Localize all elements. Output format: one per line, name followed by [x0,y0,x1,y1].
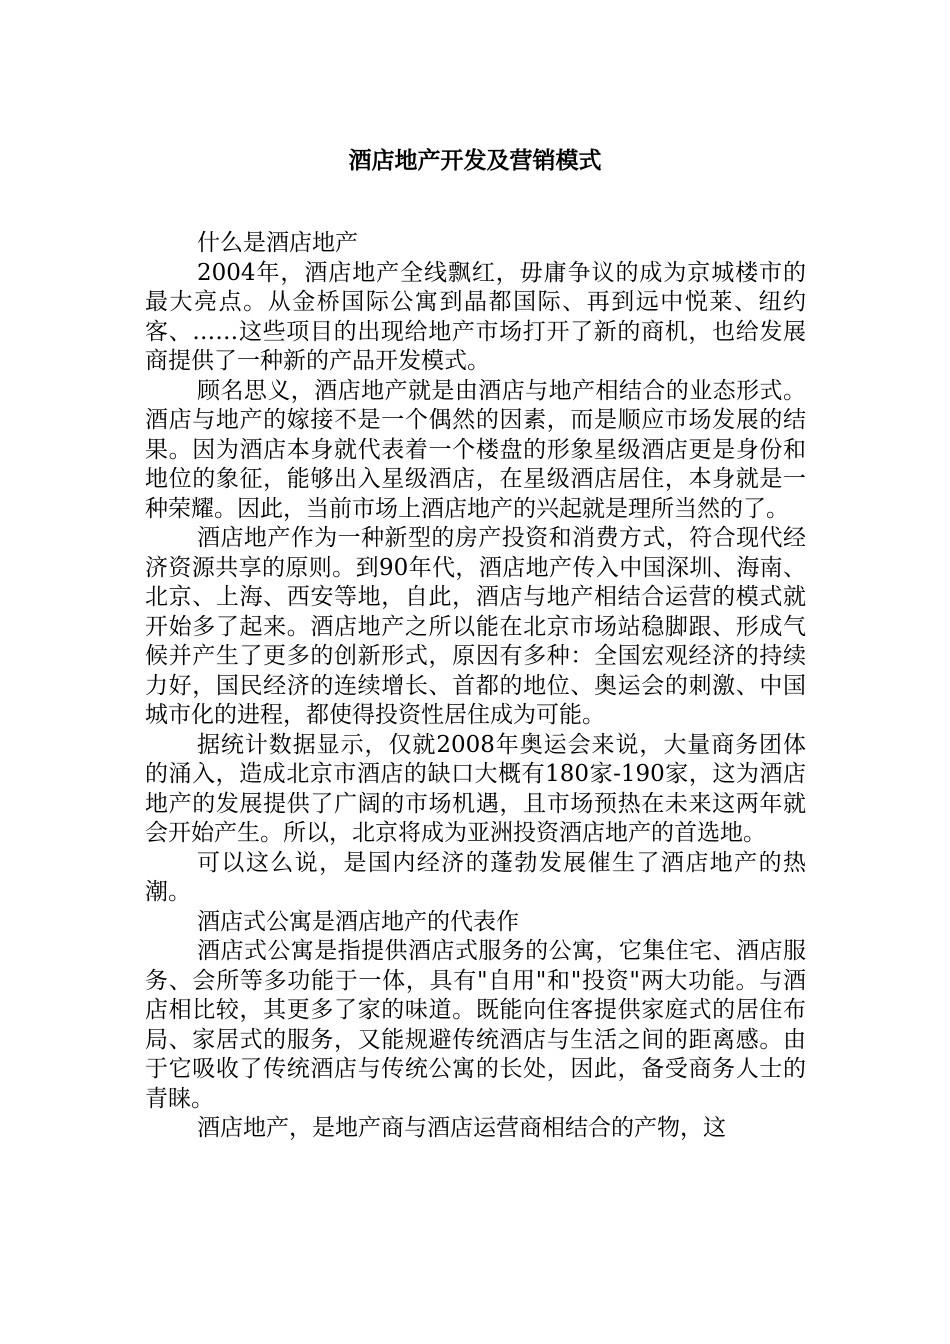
paragraph: 酒店地产，是地产商与酒店运营商相结合的产物，这 [197,1115,726,1141]
paragraph: 酒店式公寓是指提供酒店式服务的公寓，它集住宅、酒店服务、会所等多功能于一体，具有"自用"和"投资"两大功能。与酒店相比较，其更多了家的味道。既能向住客提供家庭式的居住布局、家居式的服务，又能规避传统酒店与生活之间的距离感。由于它吸收了传统酒店与传统公寓的长处，因此，备受商务人士的青睐。 [145,938,806,1112]
paragraph: 据统计数据显示，仅就2008年奥运会来说，大量商务团体的涌入，造成北京市酒店的缺口大概有180家-190家，这为酒店地产的发展提供了广阔的市场机遇，且市场预热在未来这两年就会开始产生。所以，北京将成为亚洲投资酒店地产的首选地。 [145,731,806,846]
section-heading: 什么是酒店地产 [197,230,358,256]
paragraph: 2004年，酒店地产全线飘红，毋庸争议的成为京城楼市的最大亮点。从金桥国际公寓到晶都国际、再到远中悦莱、纽约客、……这些项目的出现给地产市场打开了新的商机，也给发展商提供了一种新的产品开发模式。 [145,259,806,374]
paragraph: 酒店地产作为一种新型的房产投资和消费方式，符合现代经济资源共享的原则。到90年代，酒店地产传入中国深圳、海南、北京、上海、西安等地，自此，酒店与地产相结合运营的模式就开始多了起来。酒店地产之所以能在北京市场站稳脚跟、形成气候并产生了更多的创新形式，原因有多种：全国宏观经济的持续力好，国民经济的连续增长、首都的地位、奥运会的刺激、中国城市化的进程，都使得投资性居住成为可能。 [145,525,806,728]
document-title: 酒店地产开发及营销模式 [348,147,602,174]
paragraph: 顾名思义，酒店地产就是由酒店与地产相结合的业态形式。酒店与地产的嫁接不是一个偶然的因素，而是顺应市场发展的结果。因为酒店本身就代表着一个楼盘的形象星级酒店更是身份和地位的象征，能够出入星级酒店，在星级酒店居住，本身就是一种荣耀。因此，当前市场上酒店地产的兴起就是理所当然的了。 [145,377,806,522]
document-body [145,229,806,1144]
paragraph: 可以这么说，是国内经济的蓬勃发展催生了酒店地产的热潮。 [145,849,806,905]
section-heading: 酒店式公寓是酒店地产的代表作 [197,908,519,935]
